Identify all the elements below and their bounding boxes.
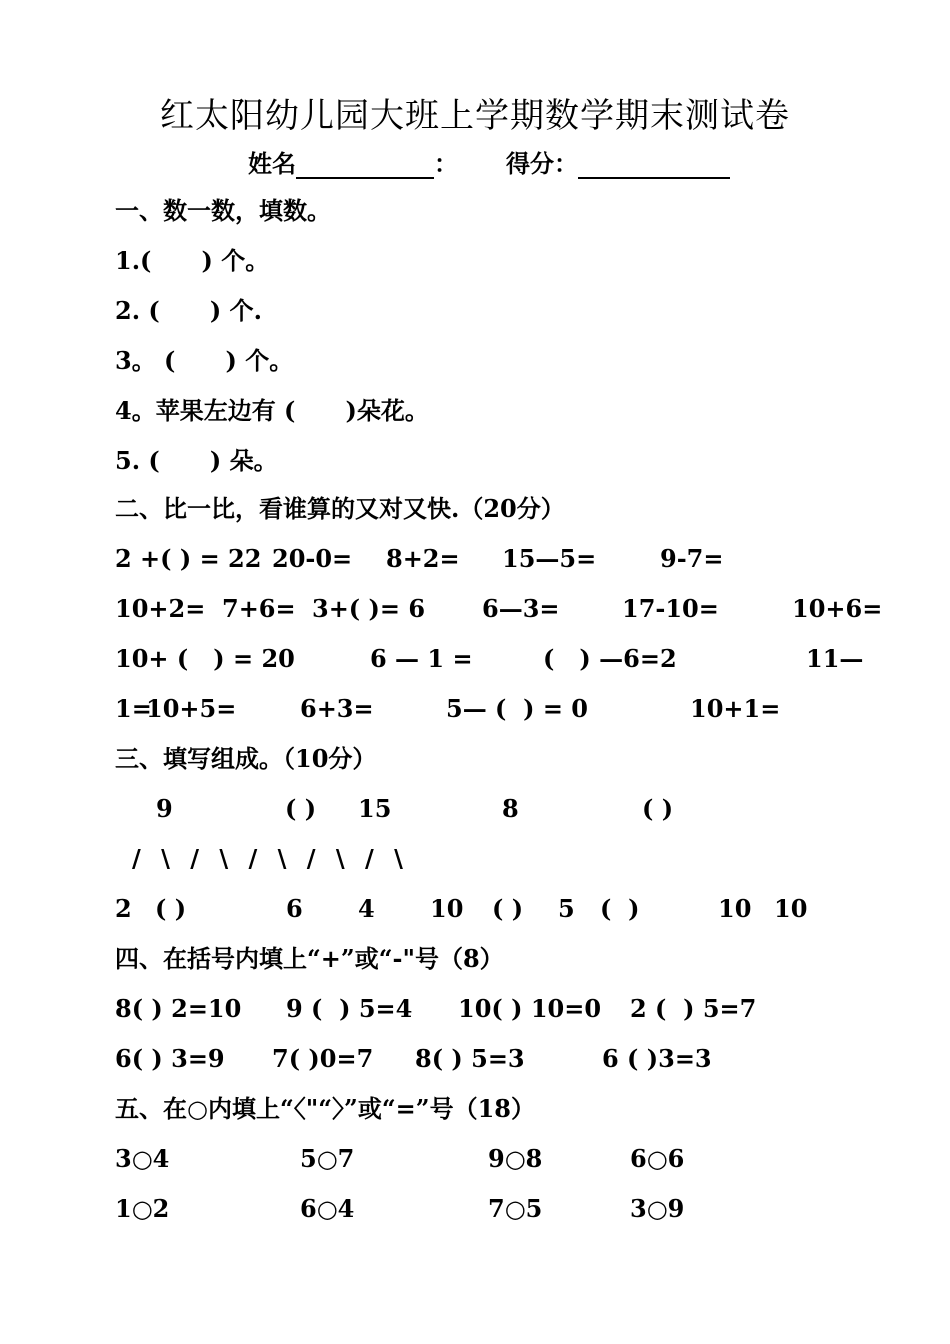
page-title: 红太阳幼儿园大班上学期数学期末测试卷 <box>160 96 790 136</box>
sign-item: 9 ( ) 5=4 <box>286 994 413 1023</box>
section4-heading: 四、在括号内填上“+”或“-"号（8） <box>115 944 504 973</box>
sign-item: 6 ( )3=3 <box>602 1044 712 1073</box>
composition-bottom: ( ) <box>600 894 640 923</box>
composition-bottom: ( ) <box>492 894 524 923</box>
section1-item: 2. ( ) 个. <box>115 296 262 325</box>
sign-item: 6( ) 3=9 <box>115 1044 225 1073</box>
calc-item: 6+3= <box>300 694 374 723</box>
score-label: 得分： <box>506 149 578 178</box>
section1-item: 1.( ) 个。 <box>115 246 270 275</box>
sign-item: 7( )0=7 <box>272 1044 374 1073</box>
calc-item: 1= <box>115 694 152 723</box>
section3-heading: 三、填写组成。（10分） <box>115 744 377 773</box>
section1-item: 4。苹果左边有 ( )朵花。 <box>115 396 429 425</box>
compare-item: 5○7 <box>300 1144 355 1173</box>
composition-slashes: / \ / \ / \ / \ / \ <box>132 844 409 873</box>
section1-heading: 一、数一数，填数。 <box>115 196 331 225</box>
calc-item: 8+2= <box>386 544 460 573</box>
calc-item: 9-7= <box>660 544 724 573</box>
name-colon: ： <box>434 149 458 178</box>
calc-item: 2 +( ) = 22 <box>115 544 262 573</box>
calc-item: 20-0= <box>272 544 353 573</box>
composition-top: 9 <box>156 794 173 823</box>
composition-bottom: 10 <box>718 894 752 923</box>
compare-item: 1○2 <box>115 1194 170 1223</box>
calc-item: 10+2= <box>115 594 206 623</box>
sign-item: 2 ( ) 5=7 <box>630 994 757 1023</box>
name-blank[interactable] <box>296 151 434 179</box>
composition-bottom: 10 <box>430 894 464 923</box>
calc-item: 3+( )= 6 <box>312 594 426 623</box>
sign-item: 10( ) 10=0 <box>458 994 602 1023</box>
calc-item: 6—3= <box>482 594 560 623</box>
composition-bottom: 5 <box>558 894 575 923</box>
composition-top: ( ) <box>642 794 674 823</box>
calc-item: 7+6= <box>222 594 296 623</box>
calc-item: ( ) —6=2 <box>543 644 677 673</box>
composition-bottom: 2 <box>115 894 132 923</box>
composition-bottom: ( ) <box>155 894 187 923</box>
composition-top: 8 <box>502 794 519 823</box>
calc-item: 10+ ( ) = 20 <box>115 644 295 673</box>
compare-item: 3○9 <box>630 1194 685 1223</box>
compare-item: 7○5 <box>488 1194 543 1223</box>
calc-item: 11— <box>806 644 864 673</box>
composition-bottom: 10 <box>774 894 808 923</box>
calc-item: 5— ( ) = 0 <box>446 694 588 723</box>
section1-item: 3。 ( ) 个。 <box>115 346 294 375</box>
compare-item: 6○6 <box>630 1144 685 1173</box>
composition-top: ( ) <box>285 794 317 823</box>
compare-item: 6○4 <box>300 1194 355 1223</box>
calc-item: 17-10= <box>622 594 719 623</box>
calc-item: 10+6= <box>792 594 883 623</box>
section5-heading: 五、在○内填上“〈"“〉”或“=”号（18） <box>115 1094 535 1123</box>
calc-item: 15—5= <box>502 544 597 573</box>
compare-item: 9○8 <box>488 1144 543 1173</box>
section2-heading: 二、比一比，看谁算的又对又快.（20分） <box>115 494 565 523</box>
name-label: 姓名 <box>248 149 296 178</box>
composition-bottom: 4 <box>358 894 375 923</box>
calc-item: 6 — 1 = <box>370 644 473 673</box>
sign-item: 8( ) 2=10 <box>115 994 242 1023</box>
calc-item: 10+1= <box>690 694 781 723</box>
sign-item: 8( ) 5=3 <box>415 1044 525 1073</box>
calc-item: 10+5= <box>146 694 237 723</box>
section1-item: 5. ( ) 朵。 <box>115 446 278 475</box>
composition-top: 15 <box>358 794 392 823</box>
composition-bottom: 6 <box>286 894 303 923</box>
score-blank[interactable] <box>578 151 730 179</box>
compare-item: 3○4 <box>115 1144 170 1173</box>
info-line <box>248 144 730 179</box>
